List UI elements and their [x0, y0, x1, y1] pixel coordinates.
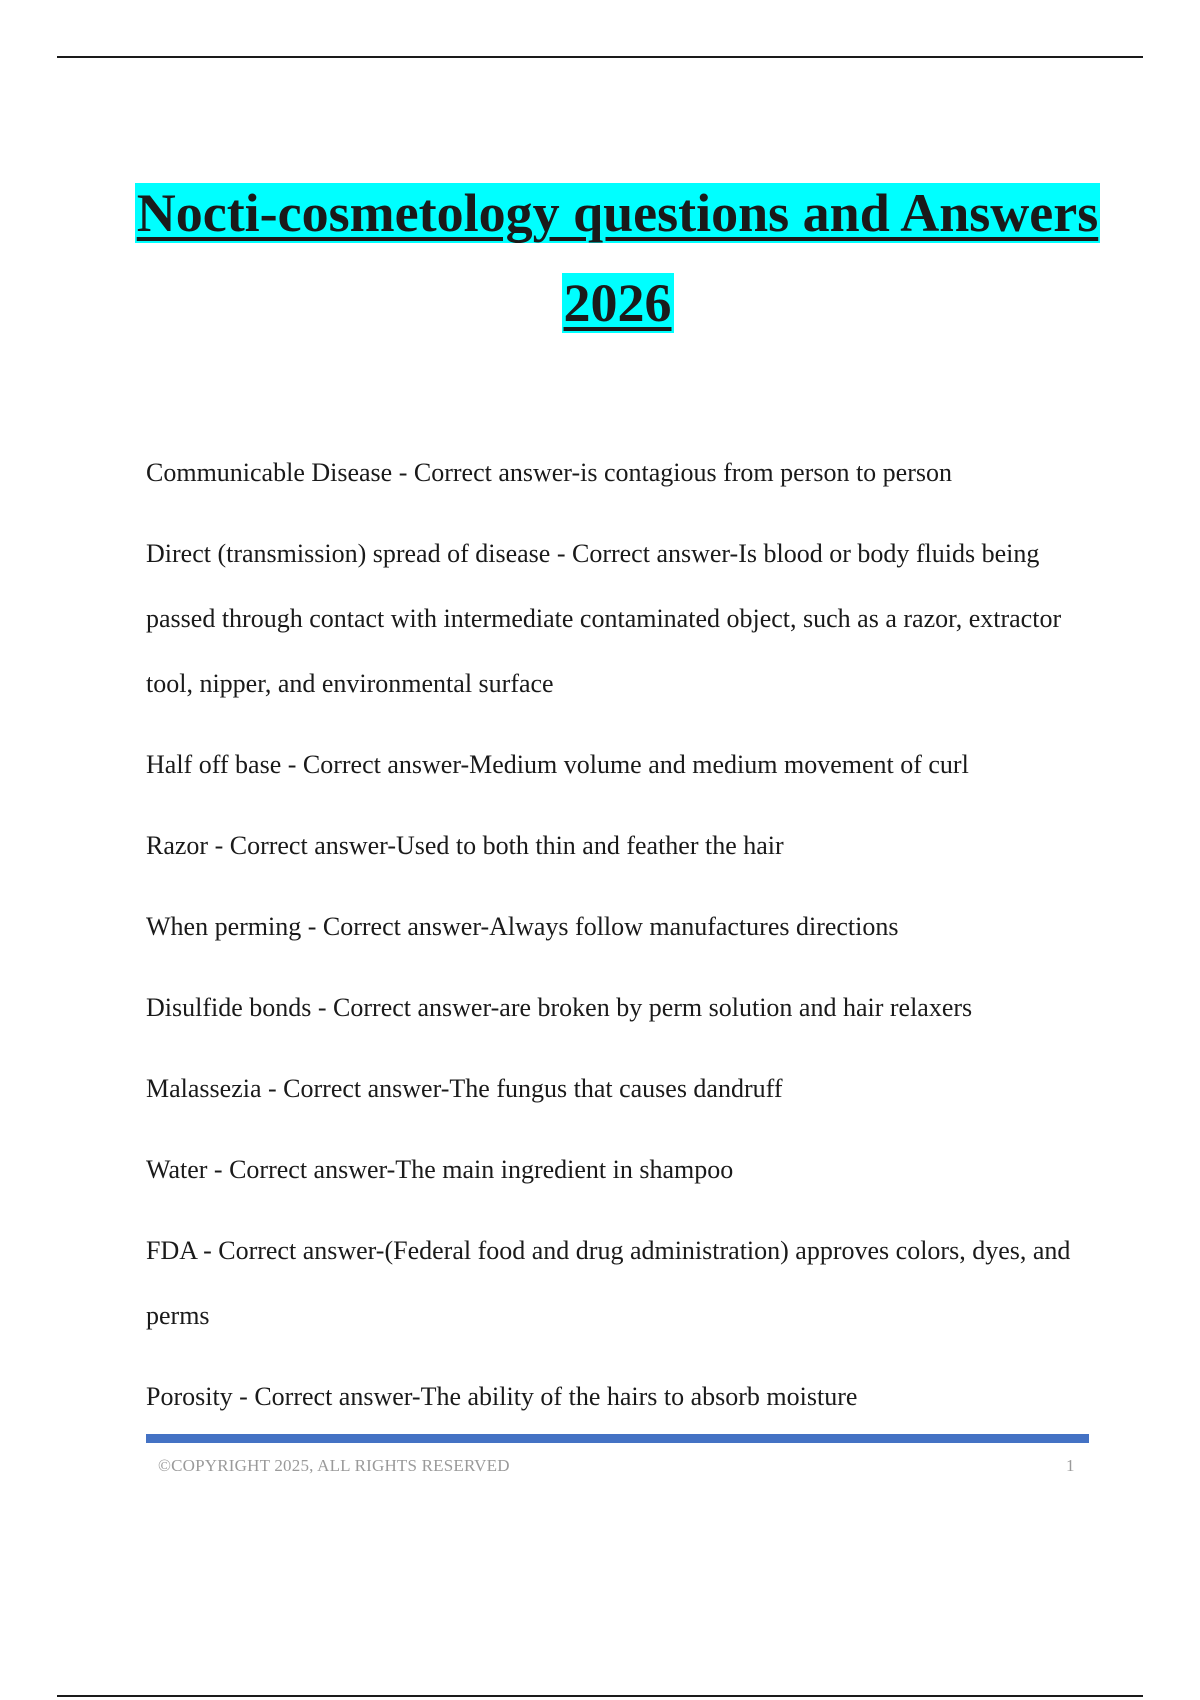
qa-item: Direct (transmission) spread of disease - Correct answer-Is blood or body fluids being passed through contact with intermediate contaminated object, such as a razor, extractor tool, nipper, and environmental surface — [146, 539, 1062, 698]
qa-item: Water - Correct answer-The main ingredient in shampoo — [146, 1155, 734, 1184]
qa-item: Half off base - Correct answer-Medium volume and medium movement of curl — [146, 750, 969, 779]
top-rule — [57, 56, 1143, 58]
title-line-1: Nocti-cosmetology questions and Answers — [136, 183, 1099, 243]
title-line-2: 2026 — [563, 273, 672, 333]
footer-divider-bar — [146, 1434, 1089, 1443]
qa-item: When perming - Correct answer-Always follow manufactures directions — [146, 912, 899, 941]
qa-item: Porosity - Correct answer-The ability of the hairs to absorb moisture — [146, 1382, 858, 1411]
bottom-rule — [57, 1695, 1143, 1697]
footer-copyright: ©COPYRIGHT 2025, ALL RIGHTS RESERVED — [158, 1456, 510, 1475]
qa-item: Communicable Disease - Correct answer-is contagious from person to person — [146, 458, 952, 487]
footer-page-number: 1 — [1066, 1456, 1075, 1475]
qa-item: Disulfide bonds - Correct answer-are broken by perm solution and hair relaxers — [146, 993, 973, 1022]
qa-item: Razor - Correct answer-Used to both thin and feather the hair — [146, 831, 784, 860]
qa-item: Malassezia - Correct answer-The fungus that causes dandruff — [146, 1074, 783, 1103]
qa-list — [146, 440, 1096, 1445]
page-title — [100, 168, 1135, 348]
qa-item: FDA - Correct answer-(Federal food and drug administration) approves colors, dyes, and perms — [146, 1236, 1071, 1330]
